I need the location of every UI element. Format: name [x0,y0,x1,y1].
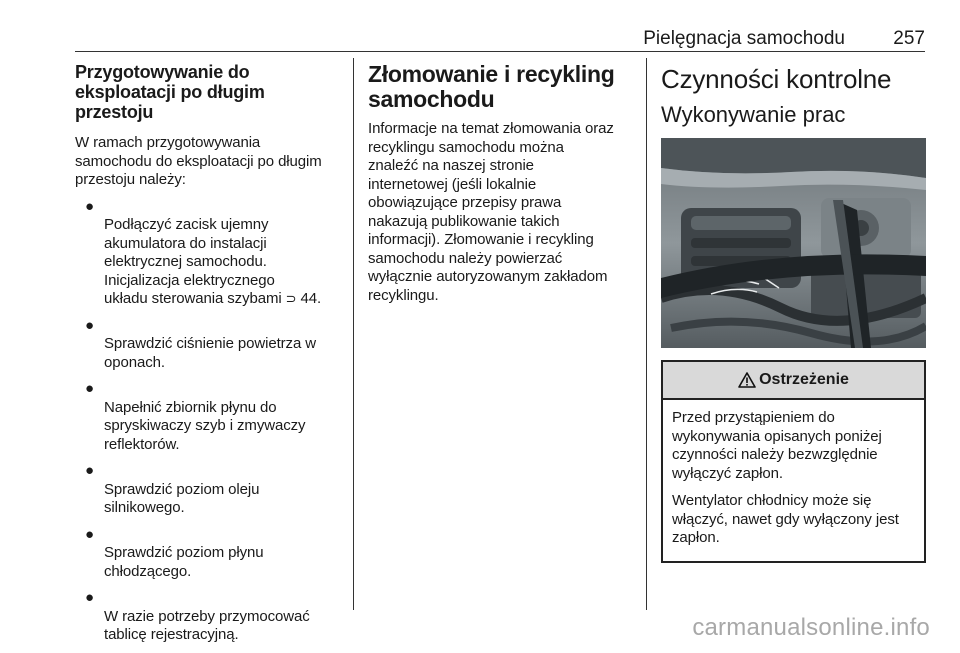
column-preparation [75,62,343,653]
list-item-text: Podłączyć zacisk ujemny akumulatora do instalacji elektrycznej samochodu. Inicjalizacja elektrycznego układu sterowania szybami [104,216,282,307]
list-item-text: W razie potrzeby przymocować tablicę rejestracyjną. [104,607,310,643]
bullet-icon: ● [85,316,94,334]
warning-body [663,400,924,561]
checklist [75,198,343,645]
intro-paragraph: W ramach przygotowywania samochodu do eksploatacji po długim przestoju należy: [75,134,322,188]
list-item-text: Sprawdzić poziom oleju silnikowego. [104,480,260,516]
bullet-icon: ● [85,589,94,606]
column-recycling [368,62,636,313]
list-item [75,317,343,373]
column-divider [646,58,647,610]
list-item-text: Sprawdzić ciśnienie powietrza w oponach. [104,335,316,371]
warning-title: Ostrzeżenie [759,371,849,388]
bullet-icon: ● [85,197,94,215]
header-title: Pielęgnacja samochodu [643,28,845,49]
list-item-text: Napełnić zbiornik płynu do spryskiwaczy szyb i zmywaczy reflektorów. [104,398,306,453]
list-item [75,380,343,454]
bullet-icon: ● [85,462,94,479]
column-divider [353,58,354,610]
warning-triangle-icon [738,372,756,388]
list-item [75,198,343,309]
warning-box [661,360,926,563]
warning-paragraph: Wentylator chłodnicy może się włączyć, nawet gdy wyłączony jest zapłon. [672,492,899,546]
subsection-title: Wykonywanie prac [661,102,846,127]
warning-paragraph: Przed przystąpieniem do wykonywania opisanych poniżej czynności należy bezwzględnie wyłączyć zapłon. [672,409,882,482]
page-reference-arrow-icon: ⊃ [285,291,297,306]
page-header [75,26,925,52]
list-item [75,526,343,582]
warning-header [663,362,924,400]
column-checks [661,62,926,563]
list-item-text: Sprawdzić poziom płynu chłodzącego. [104,544,264,580]
engine-bay-photo [661,138,926,348]
bullet-icon: ● [85,380,94,397]
watermark: carmanualsonline.info [692,614,930,641]
recycling-paragraph: Informacje na temat złomowania oraz recyklingu samochodu można znaleźć na naszej stronie internetowej (jeśli lokalnie obowiązujące przepisy prawa nakazują publikowanie takich informacji). Złomowanie i recykling samochodu należy powierzać wyłącznie autoryzowanym zakładom recyklingu. [368,120,614,304]
bullet-icon: ● [85,525,94,543]
page-reference-link[interactable]: 44. [300,290,322,307]
page-number: 257 [893,28,925,49]
section-heading: Przygotowywanie do eksploatacji po długim przestoju [75,62,265,122]
list-item [75,589,343,645]
section-heading: Złomowanie i recykling samochodu [368,61,615,112]
chapter-title: Czynności kontrolne [661,64,892,94]
list-item [75,462,343,518]
